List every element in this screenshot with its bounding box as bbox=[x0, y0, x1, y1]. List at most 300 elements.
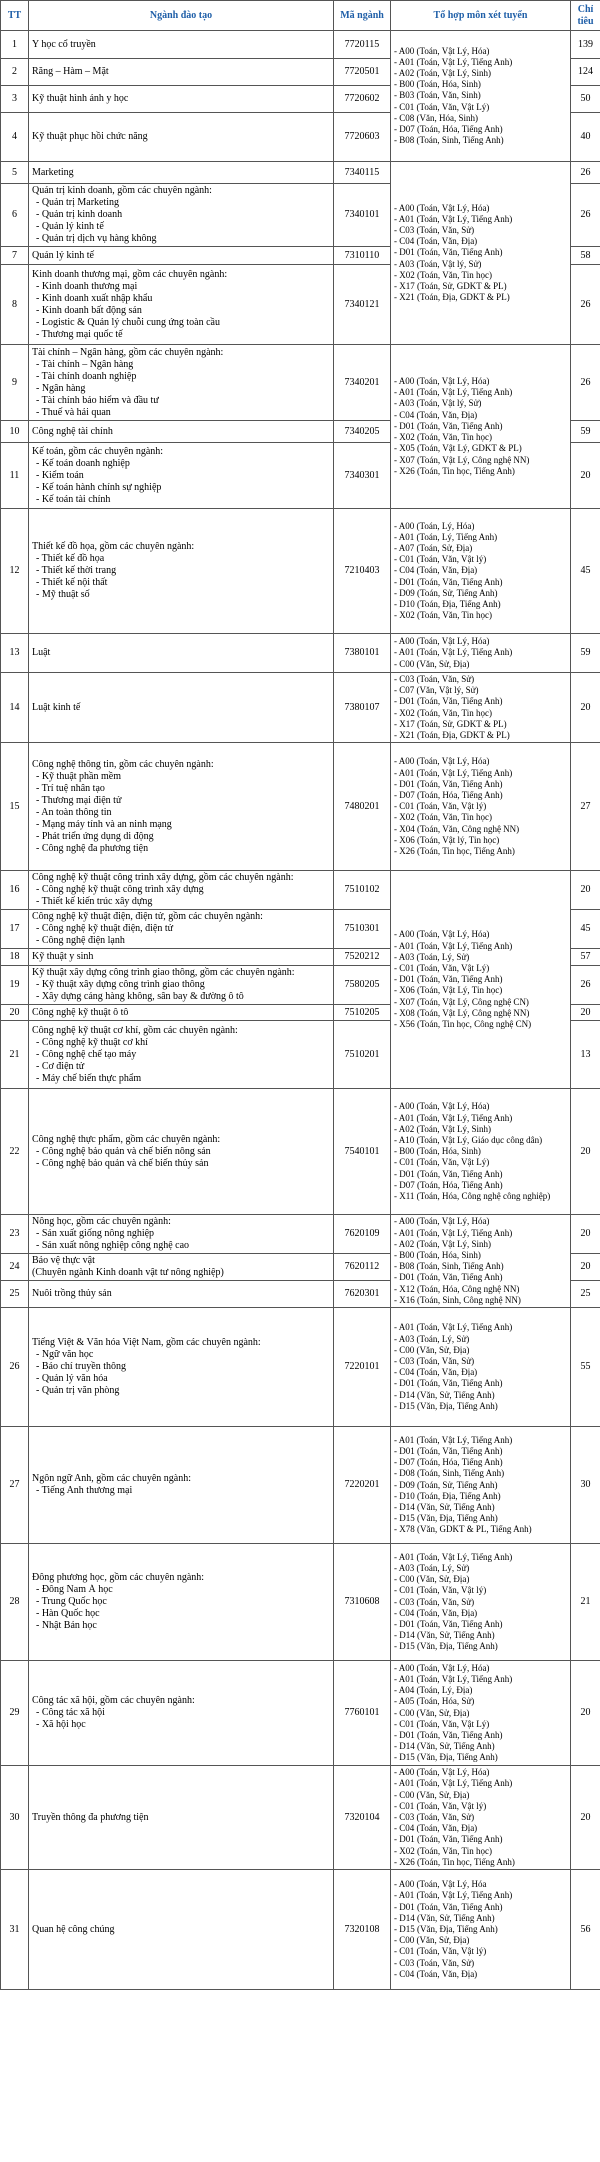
major-code: 7340301 bbox=[334, 443, 391, 509]
major-name bbox=[29, 743, 334, 871]
major-title: Marketing bbox=[32, 166, 74, 178]
row-number: 4 bbox=[1, 113, 29, 162]
combination-item: - C00 (Văn, Sử, Địa) bbox=[394, 1707, 470, 1718]
major-code: 7220201 bbox=[334, 1427, 391, 1544]
row-number: 13 bbox=[1, 634, 29, 673]
combination-item: - X02 (Toán, Văn, Tin học) bbox=[394, 707, 492, 718]
quota: 50 bbox=[571, 86, 600, 113]
major-specialization: - Đông Nam Á học bbox=[36, 1584, 113, 1596]
major-title: Tiếng Việt & Văn hóa Việt Nam, gồm các chuyên ngành: bbox=[32, 1337, 261, 1349]
major-code: 7340115 bbox=[334, 162, 391, 184]
combination-item: - X16 (Toán, Sinh, Công nghệ NN) bbox=[394, 1294, 521, 1305]
subject-combinations bbox=[391, 673, 571, 743]
subject-combinations bbox=[391, 1089, 571, 1215]
major-name bbox=[29, 1870, 334, 1990]
major-title: Thiết kế đồ họa, gồm các chuyên ngành: bbox=[32, 541, 195, 552]
table-row bbox=[1, 1661, 600, 1766]
combination-item: - X17 (Toán, Sử, GDKT & PL) bbox=[394, 718, 507, 729]
major-title: Đông phương học, gồm các chuyên ngành: bbox=[32, 1572, 205, 1584]
combination-item: - X06 (Toán, Vật Lý, Tin học) bbox=[394, 985, 503, 996]
combination-item: - D14 (Văn, Sử, Tiếng Anh) bbox=[394, 1502, 495, 1513]
major-code: 7720115 bbox=[334, 31, 391, 59]
combination-item: - A00 (Toán, Vật Lý, Hóa) bbox=[394, 1101, 490, 1112]
combination-item: - A07 (Toán, Sử, Địa) bbox=[394, 542, 473, 553]
quota: 20 bbox=[571, 673, 600, 743]
major-specialization: - Quản trị Marketing bbox=[36, 197, 120, 208]
major-name bbox=[29, 1544, 334, 1661]
combination-item: - D09 (Toán, Sử, Tiếng Anh) bbox=[394, 587, 498, 598]
combination-item: - D01 (Toán, Văn, Tiếng Anh) bbox=[394, 696, 503, 707]
row-number: 15 bbox=[1, 743, 29, 871]
combination-item: - D01 (Toán, Văn, Tiếng Anh) bbox=[394, 576, 503, 587]
header-code: Mã ngành bbox=[334, 1, 391, 31]
major-title: Tài chính – Ngân hàng, gồm các chuyên ngành: bbox=[32, 346, 224, 358]
major-specialization: - Kế toán doanh nghiệp bbox=[36, 457, 130, 469]
major-name bbox=[29, 1254, 334, 1281]
subject-combinations bbox=[391, 634, 571, 673]
quota: 20 bbox=[571, 1254, 600, 1281]
major-specialization: - Sản xuất nông nghiệp công nghệ cao bbox=[36, 1240, 190, 1252]
major-specialization: - Kinh doanh bất động sản bbox=[36, 304, 142, 316]
combination-item: - B03 (Toán, Văn, Sinh) bbox=[394, 90, 481, 101]
major-specialization: - Xã hội học bbox=[36, 1719, 86, 1731]
table-row bbox=[1, 1215, 600, 1254]
combination-item: - A02 (Toán, Vật Lý, Sinh) bbox=[394, 67, 491, 78]
combination-item: - X02 (Toán, Văn, Tin học) bbox=[394, 269, 492, 280]
quota: 20 bbox=[571, 1661, 600, 1766]
subject-combinations bbox=[391, 1661, 571, 1766]
major-name bbox=[29, 421, 334, 443]
combination-item: - A00 (Toán, Vật Lý, Hóa) bbox=[394, 1662, 490, 1673]
combination-item: - A01 (Toán, Vật Lý, Tiếng Anh) bbox=[394, 1551, 513, 1562]
major-code: 7340101 bbox=[334, 184, 391, 247]
major-name bbox=[29, 673, 334, 743]
row-number: 6 bbox=[1, 184, 29, 247]
major-specialization: - Nhật Bản học bbox=[36, 1620, 97, 1632]
quota: 59 bbox=[571, 421, 600, 443]
row-number: 8 bbox=[1, 265, 29, 345]
major-title: Kế toán, gồm các chuyên ngành: bbox=[32, 445, 164, 457]
table-row bbox=[1, 673, 600, 743]
subject-combinations bbox=[391, 1766, 571, 1870]
major-title: Công nghệ kỹ thuật công trình xây dựng, gồm các chuyên ngành: bbox=[32, 872, 294, 884]
table-row bbox=[1, 345, 600, 421]
major-specialization: - Kỹ thuật phần mềm bbox=[36, 770, 121, 782]
major-name bbox=[29, 247, 334, 265]
combination-item: - C01 (Toán, Văn, Vật Lý) bbox=[394, 1157, 490, 1168]
combination-item: - A04 (Toán, Lý, Địa) bbox=[394, 1685, 473, 1696]
major-code: 7220101 bbox=[334, 1308, 391, 1427]
quota: 20 bbox=[571, 1089, 600, 1215]
header-major: Ngành đào tạo bbox=[29, 1, 334, 31]
combination-item: - C03 (Toán, Văn, Sử) bbox=[394, 674, 475, 684]
major-title: Quản trị kinh doanh, gồm các chuyên ngành: bbox=[32, 185, 212, 196]
major-title: Công nghệ kỹ thuật điện, điện tử, gồm các chuyên ngành: bbox=[32, 911, 263, 923]
major-name bbox=[29, 59, 334, 86]
row-number: 26 bbox=[1, 1308, 29, 1427]
combination-item: - A01 (Toán, Vật Lý, Tiếng Anh) bbox=[394, 1227, 513, 1238]
major-specialization: - Trí tuệ nhân tạo bbox=[36, 782, 105, 794]
major-specialization: - Thuế và hải quan bbox=[36, 406, 111, 418]
row-number: 16 bbox=[1, 871, 29, 910]
major-title: Răng – Hàm – Mặt bbox=[32, 66, 109, 77]
quota: 124 bbox=[571, 59, 600, 86]
combination-item: - X11 (Toán, Hóa, Công nghệ công nghiệp) bbox=[394, 1190, 551, 1201]
major-specialization: - Máy chế biến thực phẩm bbox=[36, 1072, 142, 1084]
combination-item: - X21 (Toán, Địa, GDKT & PL) bbox=[394, 730, 510, 741]
combination-item: - A00 (Toán, Vật Lý, Hóa) bbox=[394, 202, 490, 213]
major-title: Bảo vệ thực vật bbox=[32, 1255, 95, 1267]
combination-item: - A00 (Toán, Vật Lý, Hóa bbox=[394, 1879, 487, 1890]
combination-item: - C01 (Toán, Văn, Vật Lý) bbox=[394, 962, 490, 973]
combination-item: - C01 (Toán, Văn, Vật lý) bbox=[394, 1946, 487, 1957]
subject-combinations bbox=[391, 871, 571, 1089]
combination-item: - A00 (Toán, Vật Lý, Hóa) bbox=[394, 1767, 490, 1778]
major-title: Ngôn ngữ Anh, gồm các chuyên ngành: bbox=[32, 1473, 191, 1485]
major-code: 7510102 bbox=[334, 871, 391, 910]
table-row bbox=[1, 1870, 600, 1990]
major-code: 7340205 bbox=[334, 421, 391, 443]
major-specialization: - Thiết kế kiến trúc xây dựng bbox=[36, 896, 153, 908]
combination-item: - C08 (Văn, Hóa, Sinh) bbox=[394, 112, 478, 123]
major-specialization: - Tài chính – Ngân hàng bbox=[36, 358, 134, 370]
combination-item: - A00 (Toán, Vật Lý, Hóa) bbox=[394, 929, 490, 940]
combination-item: - X02 (Toán, Văn, Tin học) bbox=[394, 432, 492, 443]
quota: 26 bbox=[571, 345, 600, 421]
major-specialization: - Công tác xã hội bbox=[36, 1707, 105, 1719]
combination-item: - A10 (Toán, Vật Lý, Giáo dục công dân) bbox=[394, 1134, 543, 1145]
combination-item: - D07 (Toán, Hóa, Tiếng Anh) bbox=[394, 1179, 503, 1190]
major-title: Công nghệ kỹ thuật ô tô bbox=[32, 1006, 129, 1018]
major-specialization: - Công nghệ đa phương tiện bbox=[36, 842, 149, 854]
subject-combinations bbox=[391, 31, 571, 162]
combination-item: - C04 (Toán, Văn, Địa) bbox=[394, 1607, 478, 1618]
table-row bbox=[1, 162, 600, 184]
combination-item: - D01 (Toán, Văn, Tiếng Anh) bbox=[394, 247, 503, 258]
combination-item: - C03 (Toán, Văn, Sử) bbox=[394, 224, 475, 235]
quota: 25 bbox=[571, 1281, 600, 1308]
combination-item: - D15 (Văn, Địa, Tiếng Anh) bbox=[394, 1513, 498, 1524]
combination-item: - C04 (Toán, Văn, Địa) bbox=[394, 1367, 478, 1378]
row-number: 25 bbox=[1, 1281, 29, 1308]
major-name bbox=[29, 1661, 334, 1766]
major-code: 7310110 bbox=[334, 247, 391, 265]
major-specialization: - Kinh doanh xuất nhập khẩu bbox=[36, 292, 153, 304]
combination-item: - X02 (Toán, Văn, Tin học) bbox=[394, 610, 492, 621]
major-specialization: - Tiếng Anh thương mại bbox=[36, 1485, 133, 1497]
major-specialization: - Thiết kế nội thất bbox=[36, 577, 108, 588]
table-row bbox=[1, 1544, 600, 1661]
major-specialization: - Tài chính bảo hiểm và đầu tư bbox=[36, 394, 159, 406]
combination-item: - D01 (Toán, Văn, Tiếng Anh) bbox=[394, 1730, 503, 1741]
row-number: 2 bbox=[1, 59, 29, 86]
combination-item: - A01 (Toán, Vật Lý, Tiếng Anh) bbox=[394, 213, 513, 224]
combination-item: - C07 (Văn, Vật lý, Sử) bbox=[394, 685, 479, 696]
quota: 45 bbox=[571, 910, 600, 949]
subject-combinations bbox=[391, 1544, 571, 1661]
major-specialization: - Ngân hàng bbox=[36, 382, 86, 394]
major-specialization: - Kiểm toán bbox=[36, 469, 84, 481]
major-code: 7480201 bbox=[334, 743, 391, 871]
combination-item: - D10 (Toán, Địa, Tiếng Anh) bbox=[394, 599, 501, 609]
major-code: 7210403 bbox=[334, 509, 391, 634]
major-code: 7580205 bbox=[334, 966, 391, 1005]
combination-item: - D01 (Toán, Văn, Tiếng Anh) bbox=[394, 1272, 503, 1283]
major-name bbox=[29, 1089, 334, 1215]
major-specialization: - Báo chí truyền thông bbox=[36, 1361, 126, 1373]
quota: 20 bbox=[571, 1005, 600, 1021]
combination-item: - A01 (Toán, Vật Lý, Tiếng Anh) bbox=[394, 647, 513, 658]
major-title: Kỹ thuật hình ảnh y học bbox=[32, 93, 129, 104]
major-specialization: - Quản trị văn phòng bbox=[36, 1385, 120, 1397]
major-name bbox=[29, 1308, 334, 1427]
major-name bbox=[29, 265, 334, 345]
combination-item: - X07 (Toán, Vật Lý, Công nghệ NN) bbox=[394, 454, 530, 465]
combination-item: - A03 (Toán, Lý, Sử) bbox=[394, 1333, 470, 1344]
subject-combinations bbox=[391, 743, 571, 871]
combination-item: - C03 (Toán, Văn, Sử) bbox=[394, 1812, 475, 1823]
major-code: 7760101 bbox=[334, 1661, 391, 1766]
combination-item: - A03 (Toán, Lý, Sử) bbox=[394, 951, 470, 962]
quota: 20 bbox=[571, 871, 600, 910]
quota: 20 bbox=[571, 443, 600, 509]
quota: 55 bbox=[571, 1308, 600, 1427]
major-name bbox=[29, 443, 334, 509]
combination-item: - D14 (Văn, Sử, Tiếng Anh) bbox=[394, 1912, 495, 1923]
major-specialization: - Kế toán hành chính sự nghiệp bbox=[36, 481, 162, 493]
major-specialization: - Sản xuất giống nông nghiệp bbox=[36, 1228, 155, 1240]
quota: 26 bbox=[571, 265, 600, 345]
row-number: 7 bbox=[1, 247, 29, 265]
combination-item: - C04 (Toán, Văn, Địa) bbox=[394, 1968, 478, 1979]
major-specialization: - Hàn Quốc học bbox=[36, 1608, 100, 1620]
subject-combinations bbox=[391, 162, 571, 345]
combination-item: - D07 (Toán, Hóa, Tiếng Anh) bbox=[394, 1457, 503, 1468]
row-number: 23 bbox=[1, 1215, 29, 1254]
combination-item: - X02 (Toán, Văn, Tin học) bbox=[394, 812, 492, 823]
quota: 30 bbox=[571, 1427, 600, 1544]
table-row bbox=[1, 1766, 600, 1870]
row-number: 17 bbox=[1, 910, 29, 949]
quota: 56 bbox=[571, 1870, 600, 1990]
row-number: 31 bbox=[1, 1870, 29, 1990]
combination-item: - C01 (Toán, Văn, Vật lý) bbox=[394, 1800, 487, 1811]
major-title: Công nghệ tài chính bbox=[32, 425, 113, 437]
major-title: Truyền thông đa phương tiện bbox=[32, 1811, 149, 1823]
row-number: 21 bbox=[1, 1021, 29, 1089]
row-number: 14 bbox=[1, 673, 29, 743]
combination-item: - C03 (Toán, Văn, Sử) bbox=[394, 1957, 475, 1968]
combination-item: - A03 (Toán, Lý, Sử) bbox=[394, 1563, 470, 1573]
combination-item: - X26 (Toán, Tin học, Tiếng Anh) bbox=[394, 845, 515, 856]
major-title: Kỹ thuật y sinh bbox=[32, 951, 94, 963]
combination-item: - B00 (Toán, Hóa, Sinh) bbox=[394, 1250, 481, 1261]
major-code: 7340201 bbox=[334, 345, 391, 421]
combination-item: - C01 (Toán, Văn, Vật Lý) bbox=[394, 101, 490, 112]
combination-item: - D08 (Toán, Sinh, Tiếng Anh) bbox=[394, 1468, 505, 1479]
combination-item: - A03 (Toán, Vật lý, Sử) bbox=[394, 398, 482, 409]
combination-item: - A00 (Toán, Lý, Hóa) bbox=[394, 520, 475, 531]
major-code: 7620301 bbox=[334, 1281, 391, 1308]
major-title: Quan hệ công chúng bbox=[32, 1923, 115, 1935]
table-row bbox=[1, 1427, 600, 1544]
major-specialization: - Công nghệ kỹ thuật cơ khí bbox=[36, 1036, 148, 1048]
major-specialization: - Thương mại quốc tế bbox=[36, 328, 123, 340]
major-code: 7540101 bbox=[334, 1089, 391, 1215]
major-specialization: - Quản lý kinh tế bbox=[36, 221, 104, 232]
subject-combinations bbox=[391, 345, 571, 509]
major-specialization: - An toàn thông tin bbox=[36, 806, 112, 818]
major-code: 7720501 bbox=[334, 59, 391, 86]
major-specialization: - Thiết kế thời trang bbox=[36, 565, 117, 576]
major-code: 7320104 bbox=[334, 1766, 391, 1870]
table-row bbox=[1, 743, 600, 871]
combination-item: - D07 (Toán, Hóa, Tiếng Anh) bbox=[394, 124, 503, 134]
combination-item: - C00 (Văn, Sử, Địa) bbox=[394, 658, 470, 669]
major-specialization: - Quản trị dịch vụ hàng không bbox=[36, 233, 157, 244]
major-title: Công tác xã hội, gồm các chuyên ngành: bbox=[32, 1695, 195, 1707]
quota: 57 bbox=[571, 949, 600, 966]
major-name bbox=[29, 634, 334, 673]
major-name bbox=[29, 1005, 334, 1021]
major-title: Luật kinh tế bbox=[32, 701, 81, 713]
combination-item: - C01 (Toán, Văn, Vật Lý) bbox=[394, 1718, 490, 1729]
table-row bbox=[1, 1308, 600, 1427]
combination-item: - D01 (Toán, Văn, Tiếng Anh) bbox=[394, 1619, 503, 1630]
quota: 13 bbox=[571, 1021, 600, 1089]
major-name bbox=[29, 31, 334, 59]
combination-item: - C00 (Văn, Sử, Địa) bbox=[394, 1935, 470, 1946]
combination-item: - X05 (Toán, Vật Lý, GDKT & PL) bbox=[394, 443, 522, 454]
major-name bbox=[29, 966, 334, 1005]
combination-item: - X78 (Văn, GDKT & PL, Tiếng Anh) bbox=[394, 1524, 532, 1535]
combination-item: - A00 (Toán, Vật Lý, Hóa) bbox=[394, 1216, 490, 1227]
major-name bbox=[29, 949, 334, 966]
major-title: Công nghệ thực phẩm, gồm các chuyên ngành: bbox=[32, 1133, 221, 1145]
major-specialization: - Kế toán tài chính bbox=[36, 493, 111, 505]
combination-item: - D01 (Toán, Văn, Tiếng Anh) bbox=[394, 420, 503, 431]
combination-item: - C01 (Toán, Văn, Vật lý) bbox=[394, 554, 487, 565]
major-title: Nông học, gồm các chuyên ngành: bbox=[32, 1216, 171, 1228]
combination-item: - X04 (Toán, Văn, Công nghệ NN) bbox=[394, 823, 520, 834]
header-row bbox=[1, 1, 600, 31]
major-code: 7380101 bbox=[334, 634, 391, 673]
combination-item: - A02 (Toán, Vật Lý, Sinh) bbox=[394, 1238, 491, 1249]
subject-combinations bbox=[391, 1427, 571, 1544]
combination-item: - C03 (Toán, Văn, Sử) bbox=[394, 1596, 475, 1607]
subject-combinations bbox=[391, 1215, 571, 1308]
quota: 45 bbox=[571, 509, 600, 634]
major-specialization: - Quản lý văn hóa bbox=[36, 1373, 108, 1385]
major-code: 7340121 bbox=[334, 265, 391, 345]
quota: 40 bbox=[571, 113, 600, 162]
combination-item: - A00 (Toán, Vật Lý, Hóa) bbox=[394, 636, 490, 647]
major-code: 7510205 bbox=[334, 1005, 391, 1021]
quota: 139 bbox=[571, 31, 600, 59]
major-specialization: - Tài chính doanh nghiệp bbox=[36, 370, 137, 382]
quota: 26 bbox=[571, 162, 600, 184]
major-name bbox=[29, 1427, 334, 1544]
row-number: 11 bbox=[1, 443, 29, 509]
major-specialization: - Thương mại điện tử bbox=[36, 794, 122, 806]
major-title: Y học cổ truyền bbox=[32, 38, 96, 50]
major-specialization: - Công nghệ bảo quản và chế biến nông sản bbox=[36, 1145, 211, 1157]
row-number: 12 bbox=[1, 509, 29, 634]
major-specialization: - Mạng máy tính và an ninh mạng bbox=[36, 818, 172, 830]
major-specialization: - Công nghệ bảo quản và chế biến thủy sản bbox=[36, 1157, 209, 1169]
combination-item: - A01 (Toán, Vật Lý, Tiếng Anh) bbox=[394, 1434, 513, 1445]
combination-item: - X07 (Toán, Vật Lý, Công nghệ CN) bbox=[394, 996, 529, 1007]
combination-item: - A01 (Toán, Vật Lý, Tiếng Anh) bbox=[394, 940, 513, 951]
major-specialization: - Phát triển ứng dụng di động bbox=[36, 830, 154, 842]
combination-item: - A00 (Toán, Vật Lý, Hóa) bbox=[394, 756, 490, 767]
major-code: 7720602 bbox=[334, 86, 391, 113]
major-name bbox=[29, 1766, 334, 1870]
row-number: 18 bbox=[1, 949, 29, 966]
major-title: Kỹ thuật phục hồi chức năng bbox=[32, 131, 148, 142]
combination-item: - D14 (Văn, Sử, Tiếng Anh) bbox=[394, 1389, 495, 1400]
row-number: 20 bbox=[1, 1005, 29, 1021]
major-title: Kỹ thuật xây dựng công trình giao thông, gồm các chuyên ngành: bbox=[32, 967, 295, 979]
combination-item: - B08 (Toán, Sinh, Tiếng Anh) bbox=[394, 1261, 504, 1272]
combination-item: - C04 (Toán, Văn, Địa) bbox=[394, 1823, 478, 1834]
major-specialization: - Quản trị kinh doanh bbox=[36, 209, 123, 220]
combination-item: - X26 (Toán, Tin học, Tiếng Anh) bbox=[394, 465, 515, 476]
combination-item: - D01 (Toán, Văn, Tiếng Anh) bbox=[394, 1168, 503, 1179]
major-specialization: - Ngữ văn học bbox=[36, 1349, 94, 1361]
major-code: 7510201 bbox=[334, 1021, 391, 1089]
combination-item: - C04 (Toán, Văn, Địa) bbox=[394, 236, 478, 247]
major-specialization: - Mỹ thuật số bbox=[36, 589, 90, 600]
quota: 20 bbox=[571, 1766, 600, 1870]
subject-combinations bbox=[391, 1308, 571, 1427]
major-code: 7620112 bbox=[334, 1254, 391, 1281]
major-name bbox=[29, 1021, 334, 1089]
major-specialization: - Công nghệ chế tạo máy bbox=[36, 1048, 137, 1060]
major-specialization: - Trung Quốc học bbox=[36, 1596, 107, 1608]
combination-item: - D01 (Toán, Văn, Tiếng Anh) bbox=[394, 778, 503, 789]
major-code: 7720603 bbox=[334, 113, 391, 162]
combination-item: - D01 (Toán, Văn, Tiếng Anh) bbox=[394, 974, 503, 985]
major-title: Luật bbox=[32, 647, 51, 658]
major-title: Nuôi trồng thủy sản bbox=[32, 1288, 112, 1300]
combination-item: - C03 (Toán, Văn, Sử) bbox=[394, 1356, 475, 1367]
combination-item: - C00 (Văn, Sử, Địa) bbox=[394, 1344, 470, 1355]
major-specialization: - Logistic & Quản lý chuỗi cung ứng toàn cầu bbox=[36, 316, 220, 328]
row-number: 19 bbox=[1, 966, 29, 1005]
combination-item: - A01 (Toán, Lý, Tiếng Anh) bbox=[394, 531, 498, 542]
row-number: 29 bbox=[1, 1661, 29, 1766]
major-code: 7320108 bbox=[334, 1870, 391, 1990]
combination-item: - A00 (Toán, Vật Lý, Hóa) bbox=[394, 45, 490, 56]
major-name bbox=[29, 184, 334, 247]
row-number: 30 bbox=[1, 1766, 29, 1870]
combination-item: - B08 (Toán, Sinh, Tiếng Anh) bbox=[394, 135, 504, 146]
combination-item: - C04 (Toán, Văn, Địa) bbox=[394, 565, 478, 576]
table-row bbox=[1, 31, 600, 59]
table-row bbox=[1, 509, 600, 634]
major-specialization: - Xây dựng cảng hàng không, sân bay & đường ô tô bbox=[36, 991, 244, 1003]
quota: 20 bbox=[571, 1215, 600, 1254]
combination-item: - X06 (Toán, Vật lý, Tin học) bbox=[394, 834, 500, 845]
major-specialization: - Công nghệ kỹ thuật công trình xây dựng bbox=[36, 884, 204, 896]
combination-item: - D15 (Văn, Địa, Tiếng Anh) bbox=[394, 1923, 498, 1934]
major-name bbox=[29, 1281, 334, 1308]
combination-item: - B00 (Toán, Hóa, Sinh) bbox=[394, 79, 481, 90]
row-number: 28 bbox=[1, 1544, 29, 1661]
combination-item: - X17 (Toán, Sử, GDKT & PL) bbox=[394, 281, 507, 291]
combination-item: - D10 (Toán, Địa, Tiếng Anh) bbox=[394, 1490, 501, 1501]
